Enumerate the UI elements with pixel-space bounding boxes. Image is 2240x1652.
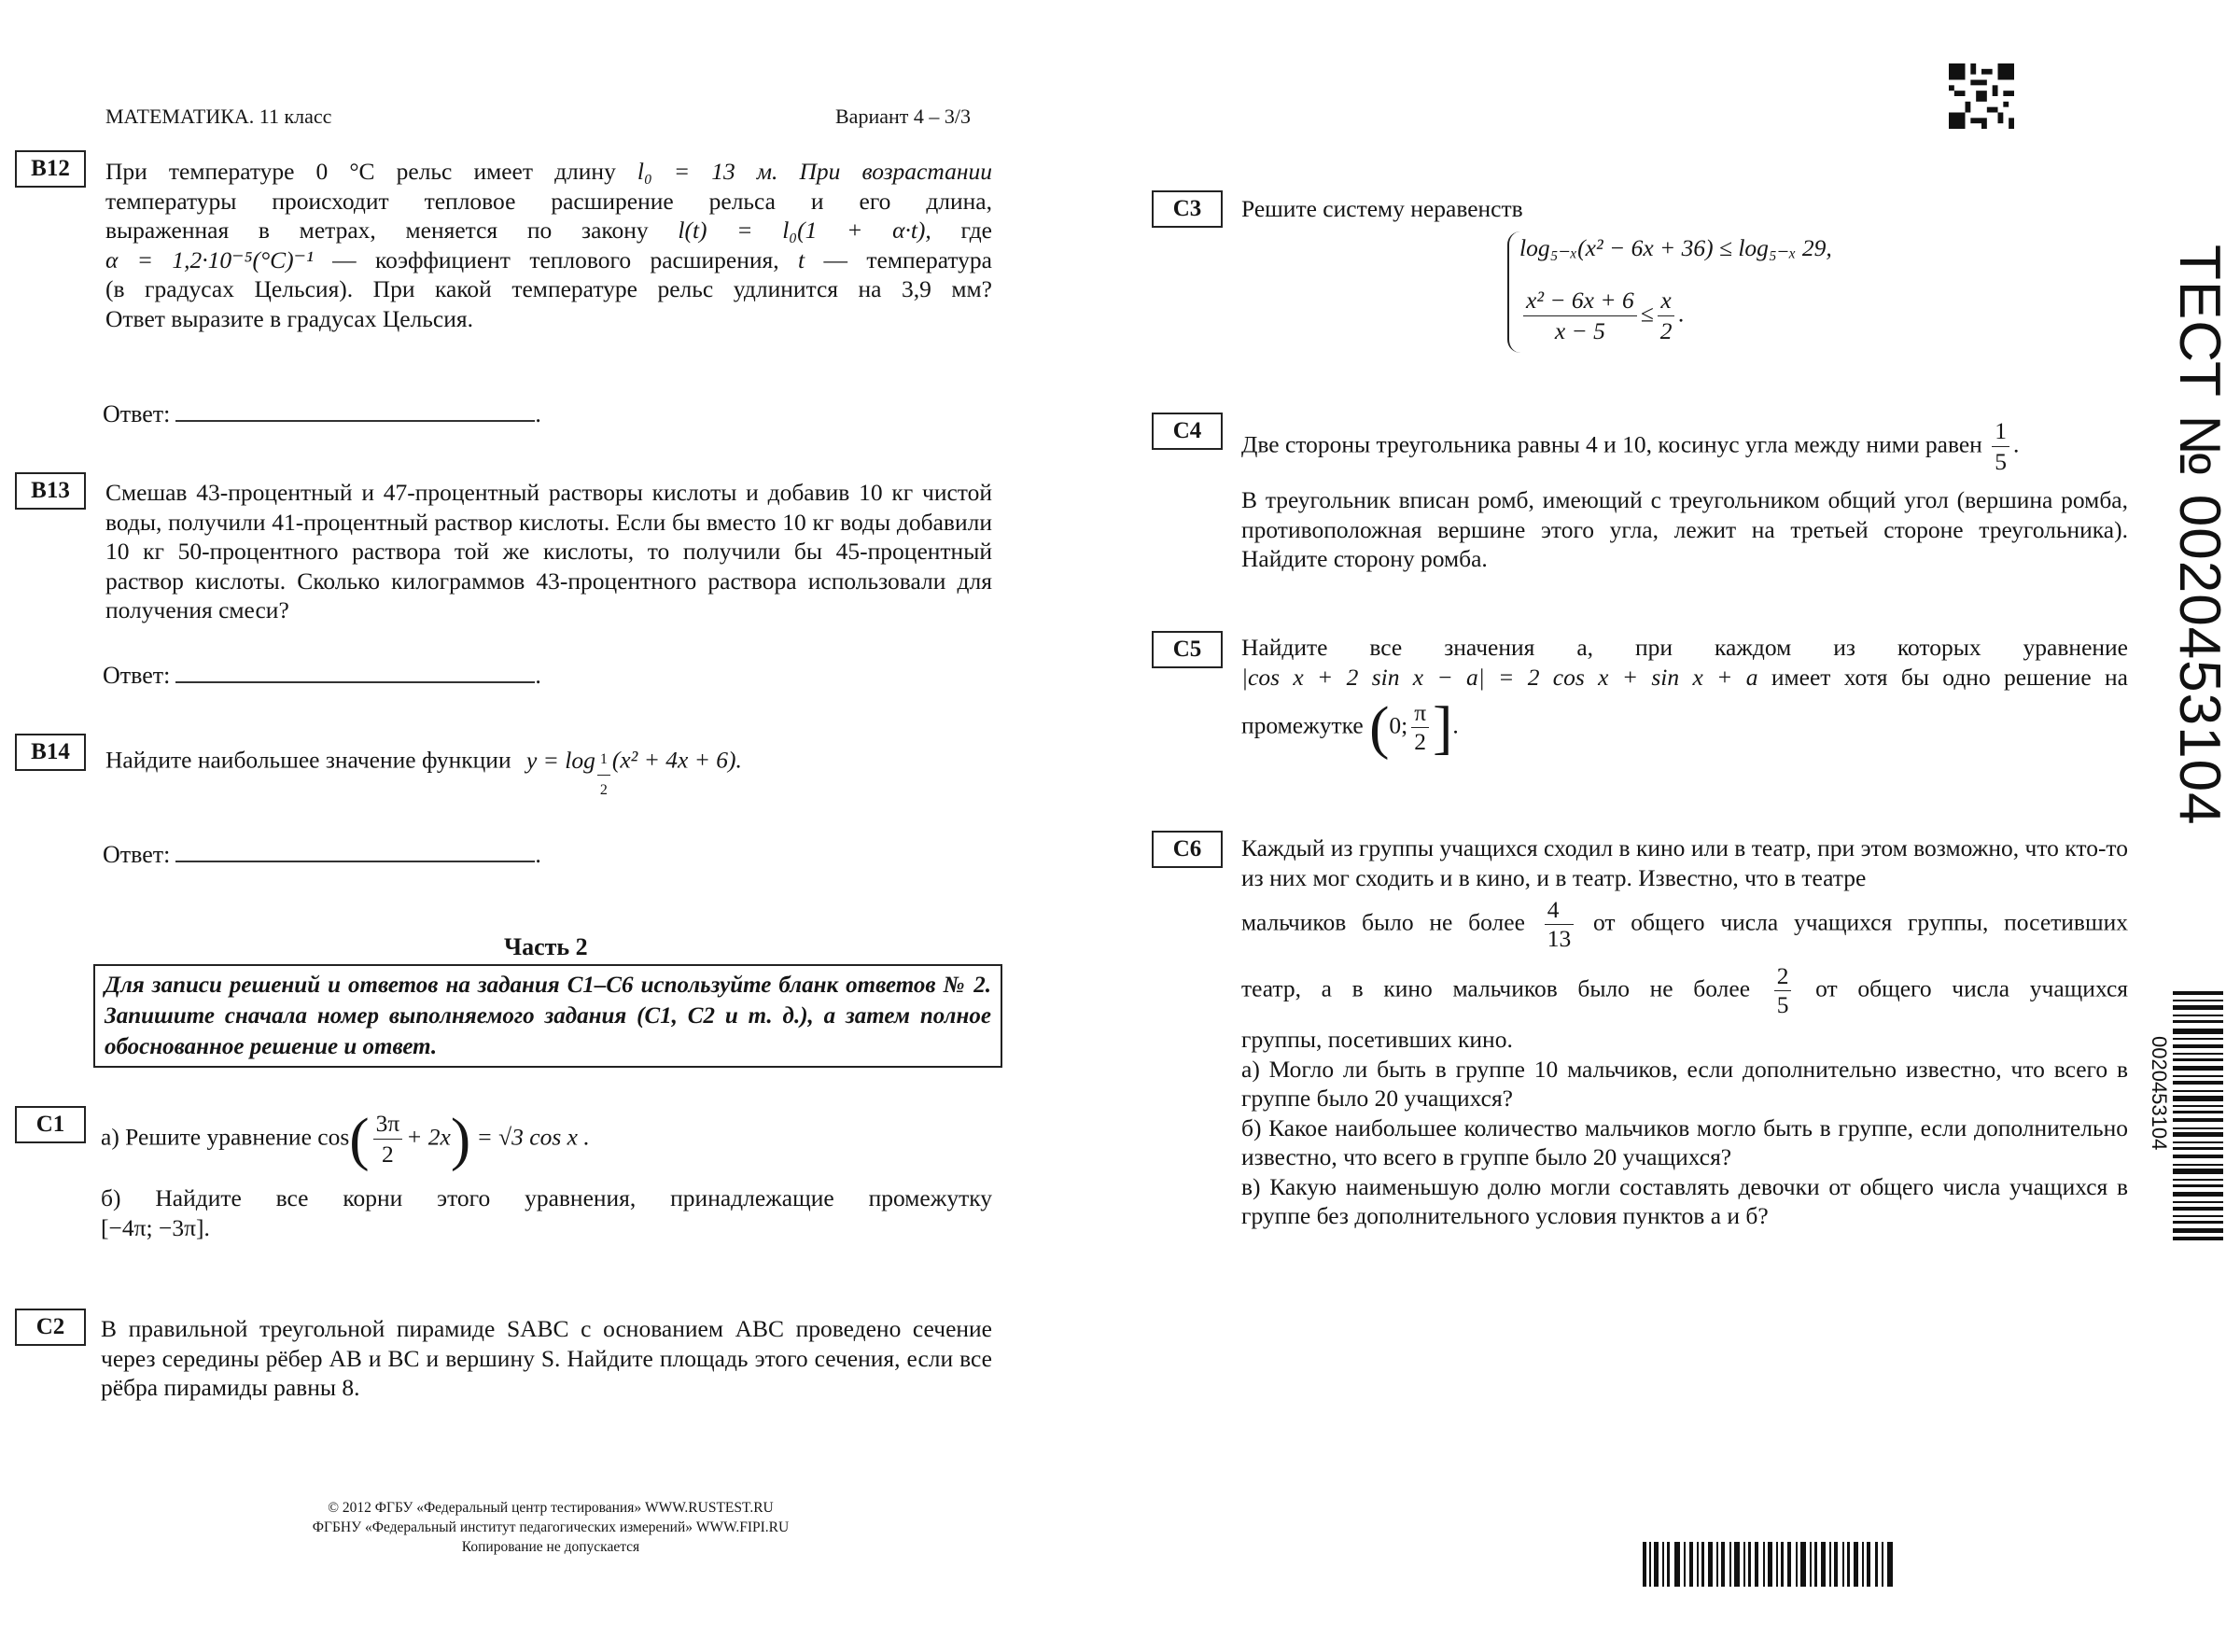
b14-func-arg: (x² + 4x + 6). [611, 746, 742, 774]
part2-instructions: Для записи решений и ответов на задания С1–С6 используйте бланк ответов № 2. Запишите сначала номер выполняемого задания (С1, С2 и т. д.), а затем полное обоснованное решение и ответ. [93, 964, 1002, 1068]
c3-eq1: log₅₋ₓ(x² − 6x + 36) ≤ log₅₋ₓ 29, [1519, 234, 1832, 261]
task-c1-b [101, 1183, 992, 1242]
c5-text: Найдите все значения a, при каждом из которых уравнение |cos x + 2 sin x − a| = 2 cos x + sin x + a имеет хотя бы одно решение на промежутке (0; $\frac{\pi}{2}$ ]. [1241, 634, 2128, 761]
b12-line5: (в градусах Цельсия). При какой температуре рельс удлинится на 3,9 мм? [105, 275, 992, 302]
c6-text: Каждый из группы учащихся сходил в кино или в театр, при этом возможно, что кто-то из них мог сходить и в кино, и в театр. Известно, что в театре мальчиков было не более $\frac{4}{13}$ от общего числа учащихся группы, посетивших театр, а в кино мальчиков было не более $\frac{2}{5}$ от общего числа учащихся группы, посетивших кино. а) Могло ли быть в группе 10 мальчиков, если дополнительно известно, что всего в группе было 20 учащихся? б) Какое наибольшее количество мальчиков могло быть в группе, если дополнительно известно, что всего в группе было 20 учащихся? в) Какую наименьшую долю могли составлять девочки от общего числа учащихся в группе без дополнительного условия пунктов а и б? [1241, 834, 2129, 1229]
b12-line1b: l₀ = 13 м. При возрастании [637, 158, 993, 185]
c4-line1: Две стороны треугольника равны 4 и 10, косинус угла между ними равен $\frac{1}{5}$ . [1241, 417, 2020, 475]
answer-line-b12[interactable] [175, 399, 535, 422]
c5-frac: $\frac{\pi}{2}$ [1411, 699, 1429, 756]
footer-line2: ФГБНУ «Федеральный институт педагогических измерений» WWW.FIPI.RU [312, 1519, 790, 1535]
variant-header: Вариант 4 – 3/3 [835, 105, 971, 128]
answer-b13: Ответ: . [103, 662, 541, 689]
c5-line3a: промежутке [1241, 711, 1364, 739]
c1-cos: cos [317, 1123, 350, 1151]
c6-line1: Каждый из группы учащихся сходил в кино или в театр, при этом возможно, что кто-то из них мог сходить и в кино, и в театр. Известно, что в театре [1241, 834, 2128, 891]
c3-text: Решите систему неравенств [1241, 195, 1523, 222]
task-label-c5: C5 [1152, 631, 1223, 668]
c4-rest: В треугольник вписан ромб, имеющий с треугольником общий угол (вершина ромба, противоположная вершине этого угла, лежит на третьей стороне треугольника). Найдите сторону ромба. [1241, 486, 2128, 572]
c1-b-text: б) Найдите все корни этого уравнения, принадлежащие промежутку [101, 1184, 992, 1211]
c3-system-brace [1507, 231, 1520, 353]
c3-eq2-right: $\frac{x}{2}$ [1658, 286, 1675, 346]
c6-frac1: $\frac{4}{13}$ [1545, 896, 1575, 953]
task-b12-text [105, 157, 992, 333]
answer-label: Ответ: [103, 400, 171, 427]
c4-l1: Две стороны треугольника равны 4 и 10, косинус угла между ними равен [1241, 430, 1982, 458]
b12-line3a: выраженная в метрах, меняется по закону [105, 217, 649, 244]
task-label-b14: B14 [15, 734, 86, 771]
footer-line1: © 2012 ФГБУ «Федеральный центр тестирования» WWW.RUSTEST.RU [328, 1500, 774, 1516]
answer-b14: Ответ: . [103, 841, 541, 868]
part2-title: Часть 2 [504, 933, 588, 960]
b14-func-y: y = log [525, 746, 595, 774]
test-number-title: ТЕСТ № 0020453104 [2167, 245, 2232, 826]
b14-text: Найдите наибольшее значение функции [105, 746, 511, 774]
b12-formula: l(t) = l₀(1 + α·t), [678, 217, 931, 244]
b12-line4d: — температура [823, 245, 992, 273]
task-b14-text [105, 745, 992, 805]
b12-line4b: — коэффициент теплового расширения, [332, 245, 779, 273]
c6-question-c: в) Какую наименьшую долю могли составлять девочки от общего числа учащихся в группе без дополнительного условия пунктов а и б? [1241, 1172, 2128, 1229]
task-c1-a: а) Решите уравнение cos( $\frac{3\pi}{2}$ + 2x) = √3 cos x . [101, 1105, 590, 1172]
c5-line2b: имеет хотя бы одно решение на [1771, 663, 2128, 691]
c1-rhs: = √3 cos x . [476, 1123, 590, 1151]
task-label-b12: B12 [15, 150, 86, 188]
c6-line4: группы, посетивших кино. [1241, 1026, 1513, 1053]
task-label-c4: C4 [1152, 413, 1223, 450]
b12-line6: Ответ выразите в градусах Цельсия. [105, 304, 473, 332]
c5-zero: 0; [1389, 711, 1408, 739]
b12-alpha: α = 1,2·10⁻⁵(°C)⁻¹ [105, 245, 314, 273]
qr-code [1948, 63, 2015, 129]
b14-log-base: $\frac{1}{2}$ [597, 745, 610, 805]
footer [233, 1498, 868, 1557]
answer-label: Ответ: [103, 841, 171, 868]
c6-frac2: $\frac{2}{5}$ [1774, 962, 1792, 1019]
c3-eq2: $\frac{\text{x² − 6x + 6}}{x - 5}$ ≤ $\frac{x}{2}$ . [1519, 286, 1986, 346]
answer-b12: Ответ: . [103, 400, 541, 427]
task-label-c2: C2 [15, 1309, 86, 1346]
c1-b-interval: [−4π; −3π]. [101, 1213, 210, 1241]
c4-frac: $\frac{1}{5}$ [1992, 416, 2009, 477]
answer-line-b13[interactable] [175, 661, 535, 683]
footer-line3: Копирование не допускается [461, 1539, 640, 1555]
bottom-barcode [1643, 1542, 1897, 1587]
side-barcode [2173, 991, 2223, 1241]
subject-header: МАТЕМАТИКА. 11 класс [105, 105, 332, 128]
c1-frac: $\frac{3\pi}{2}$ [373, 1109, 403, 1169]
c6-question-b: б) Какое наибольшее количество мальчиков могло быть в группе, если дополнительно известно, что всего в группе было 20 учащихся? [1241, 1113, 2128, 1170]
b12-line2: температуры происходит тепловое расширение рельса и его длина, [105, 187, 992, 215]
answer-line-b14[interactable] [175, 840, 535, 862]
task-label-c6: C6 [1152, 831, 1223, 868]
c3-eq2-left: $\frac{\text{x² − 6x + 6}}{x - 5}$ [1523, 286, 1637, 346]
c6-question-a: а) Могло ли быть в группе 10 мальчиков, если дополнительно известно, что всего в группе было 20 учащихся? [1241, 1055, 2128, 1112]
c5-equation: |cos x + 2 sin x − a| = 2 cos x + sin x + a [1241, 663, 1758, 691]
b12-t: t [798, 245, 805, 273]
c1-plus: + 2x [406, 1123, 451, 1151]
task-label-c1: C1 [15, 1106, 86, 1143]
task-label-c3: C3 [1152, 190, 1223, 228]
c5-line1: Найдите все значения a, при каждом из которых уравнение [1241, 634, 2128, 661]
side-barcode-number: 0020453104 [2148, 1036, 2171, 1151]
task-label-b13: B13 [15, 472, 86, 510]
b12-line3c: где [960, 217, 992, 244]
task-b13-text: Смешав 43-процентный и 47-процентный растворы кислоты и добавив 10 кг чистой воды, получили 41-процентный раствор кислоты. Если бы вместо 10 кг воды добавили 10 кг 50-процентного раствора той же кислоты, то получили бы 45-процентный раствор кислоты. Сколько килограммов 43-процентного раствора использовали для получения смеси? [105, 479, 992, 623]
answer-label: Ответ: [103, 662, 171, 689]
b12-line1a: При температуре 0 °C рельс имеет длину [105, 158, 616, 185]
c1-a-prefix: а) Решите уравнение [101, 1123, 312, 1151]
task-c2-text: В правильной треугольной пирамиде SABC с основанием ABC проведено сечение через середины рёбер AB и BC и вершину S. Найдите площадь этого сечения, если все рёбра пирамиды равны 8. [101, 1315, 992, 1401]
